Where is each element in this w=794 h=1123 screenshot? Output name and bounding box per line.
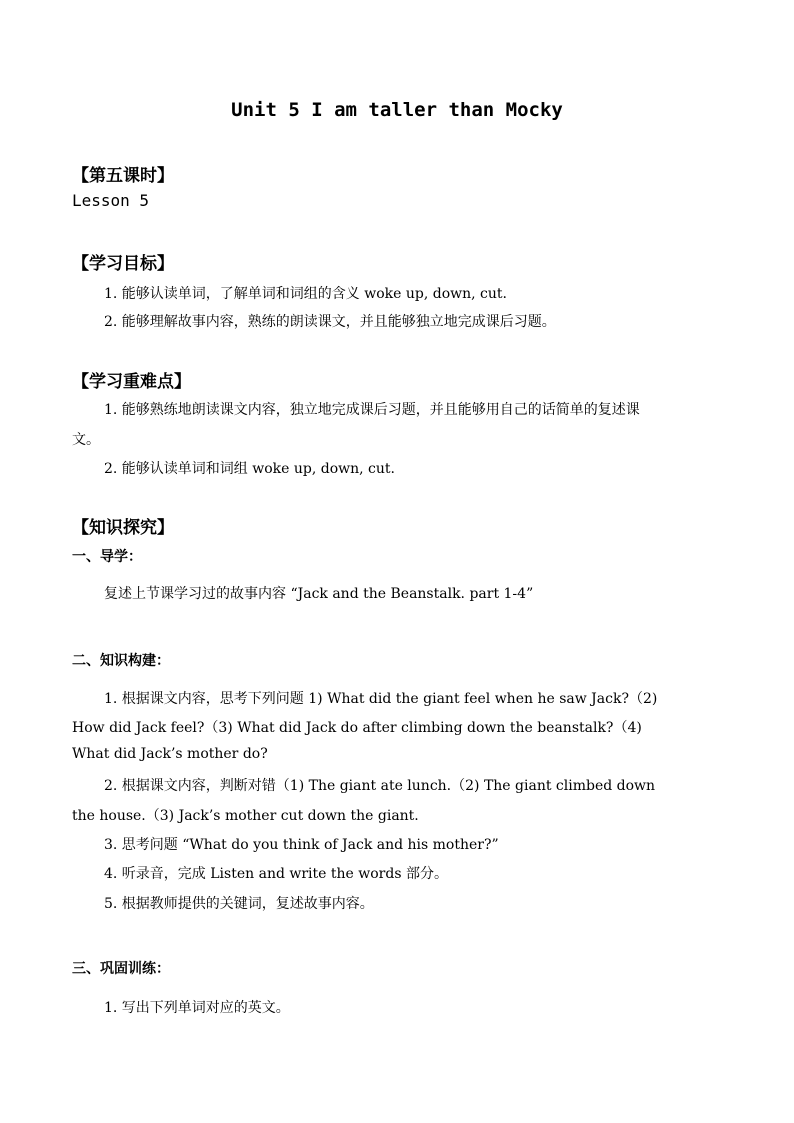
lesson-label: Lesson 5 bbox=[72, 191, 150, 210]
building-item-1-line-1: 1. 根据课文内容，思考下列问题 1) What did the giant feel when he saw Jack?（2) bbox=[104, 691, 658, 707]
guide-heading: 一、导学： bbox=[72, 549, 142, 565]
key-points-heading: 【学习重难点】 bbox=[72, 372, 191, 392]
key-point-2: 2. 能够认读单词和词组 woke up, down, cut. bbox=[104, 461, 395, 477]
practice-heading: 三、巩固训练： bbox=[72, 961, 170, 977]
building-item-1-line-3: What did Jack’s mother do? bbox=[72, 746, 268, 762]
building-item-2-line-1: 2. 根据课文内容，判断对错（1) The giant ate lunch.（2) The giant climbed down bbox=[104, 778, 656, 794]
building-item-3: 3. 思考问题 “What do you think of Jack and his mother?” bbox=[104, 837, 499, 853]
lesson-period-heading: 【第五课时】 bbox=[72, 166, 174, 186]
building-item-5: 5. 根据教师提供的关键词，复述故事内容。 bbox=[104, 896, 374, 912]
practice-item-1: 1. 写出下列单词对应的英文。 bbox=[104, 1000, 290, 1016]
objective-item-2: 2. 能够理解故事内容，熟练的朗读课文，并且能够独立地完成课后习题。 bbox=[104, 314, 556, 330]
objectives-heading: 【学习目标】 bbox=[72, 254, 174, 274]
knowledge-building-heading: 二、知识构建： bbox=[72, 653, 170, 669]
key-point-1-line-1: 1. 能够熟练地朗读课文内容，独立地完成课后习题，并且能够用自己的话简单的复述课 bbox=[104, 402, 640, 418]
explore-heading: 【知识探究】 bbox=[72, 518, 174, 538]
building-item-1-line-2: How did Jack feel?（3) What did Jack do after climbing down the beanstalk?（4) bbox=[72, 720, 642, 736]
objective-item-1: 1. 能够认读单词，了解单词和词组的含义 woke up, down, cut. bbox=[104, 286, 507, 302]
document-title: Unit 5 I am taller than Mocky bbox=[231, 99, 563, 121]
building-item-2-line-2: the house.（3) Jack’s mother cut down the giant. bbox=[72, 808, 419, 824]
building-item-4: 4. 听录音，完成 Listen and write the words 部分。 bbox=[104, 866, 448, 882]
key-point-1-line-2: 文。 bbox=[72, 432, 100, 448]
guide-text: 复述上节课学习过的故事内容 “Jack and the Beanstalk. part 1-4” bbox=[104, 586, 534, 602]
